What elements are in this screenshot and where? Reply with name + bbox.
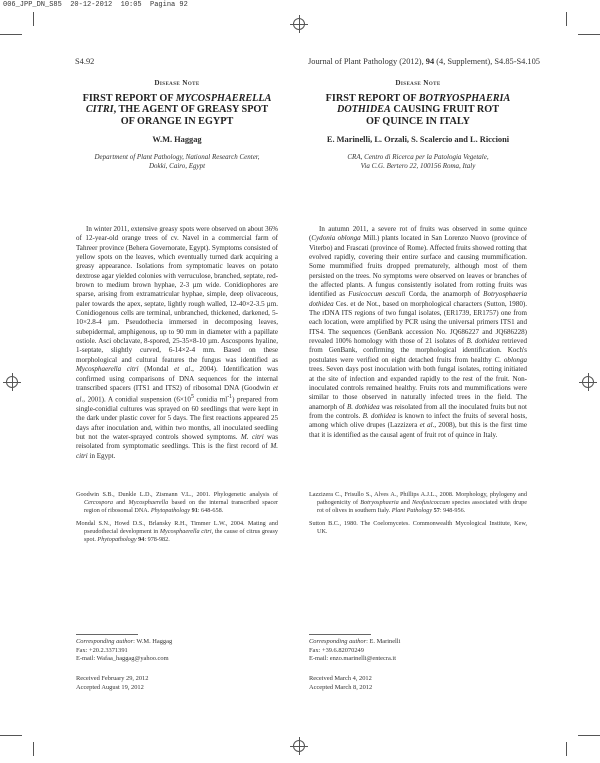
- left-article-header: [76, 79, 278, 171]
- email-address: E-mail: enzo.marinelli@entecra.it: [309, 655, 396, 663]
- reference-item: Mondal S.N., Howd D.S., Brlansky R.H., Timmer L.W., 2004. Mating and pseudothecial development in Mycosphaerella citri, the cause of citrus greasy spot. Phytopathology 94: 978-982.: [76, 519, 278, 544]
- registration-mark: [582, 376, 594, 388]
- right-article-header: [309, 79, 527, 171]
- reference-item: Goodwin S.B., Dunkle L.D., Zismann V.L., 2001. Phylogenetic analysis of Cercospora and Mycosphaerella based on the internal transcribed spacer region of ribosomal DNA. Phytopathology 91: 648-658.: [76, 491, 279, 515]
- references: [76, 491, 278, 548]
- email-address: E-mail: Wafaa_haggag@yahoo.com: [76, 655, 169, 663]
- page-number: S4.92: [75, 57, 95, 66]
- disease-note-label: Disease Note: [154, 79, 200, 87]
- crop-mark: [0, 34, 22, 35]
- printer-slug: 006_JPP_DN_S85 20-12-2012 10:05 Pagina 92: [3, 1, 188, 9]
- crop-mark: [33, 742, 34, 756]
- corresponding-author: Corresponding author: W.M. Haggag Fax: +20.2.3371391 E-mail: Wafaa_haggag@yahoo.com: [76, 638, 173, 663]
- footnote-rule: [309, 634, 371, 635]
- crop-mark: [578, 735, 600, 736]
- article-authors: W.M. Haggag: [152, 134, 202, 144]
- disease-note-label: Disease Note: [395, 79, 441, 87]
- article-body: [76, 225, 278, 461]
- crop-mark: [33, 12, 34, 26]
- article-dates: Received March 4, 2012 Accepted March 8, 2012: [309, 675, 373, 691]
- crop-mark: [0, 735, 22, 736]
- article-title: FIRST REPORT OF MYCOSPHAERELLA CITRI, THE AGENT OF GREASY SPOT OF ORANGE IN EGYPT: [82, 93, 272, 127]
- article-dates: Received February 29, 2012 Accepted August 19, 2012: [76, 675, 149, 691]
- article-body: [309, 225, 527, 440]
- corresponding-author: Corresponding author: E. Marinelli Fax: +39.6.82070249 E-mail: enzo.marinelli@entecra.it: [309, 638, 401, 663]
- article-title: FIRST REPORT OF BOTRYOSPHAERIA DOTHIDEA CAUSING FRUIT ROT OF QUINCE IN ITALY: [325, 93, 511, 127]
- article-affiliation: Department of Plant Pathology, National Research Center, Dokki, Cairo, Egypt: [94, 152, 260, 170]
- registration-mark: [293, 18, 305, 30]
- registration-mark: [6, 376, 18, 388]
- journal-citation: Journal of Plant Pathology (2012), 94 (4, Supplement), S4.85-S4.105: [308, 57, 540, 66]
- registration-mark: [293, 740, 305, 752]
- crop-mark: [566, 12, 567, 26]
- article-authors: E. Marinelli, L. Orzali, S. Scalercio and L. Riccioni: [326, 134, 510, 144]
- crop-mark: [566, 742, 567, 756]
- body-paragraph: In winter 2011, extensive greasy spots were observed on about 36% of 12-year-old orange trees of cv. Navel in a commercial farm of Tahreer province (Behera Governorate, Egypt). Symptoms consisted of yellow spots on the leaves, which eventually turned dark acquiring a greasy appearance. Isolations from symptomatic leaves on potato dextrose agar yielded colonies with verruculose, branched, septate, red-brown to medium brown hyphae, 2-3 µm wide. Conidiophores are sparse, arising from extramatricular hyphae, simple, deep olivaceous, paler towards the apex, septate, lightly rough walled, 12-40×2-3.5 µm. Conidiogenous cells are terminal, unbranched, thickened, darkened, 5-10×2.8-4 µm. Pseudothecia immersed in decomposing leaves, subepidermal, amphigenous, up to 90 mm in diameter with a papillate ostiole. Asci obclavate, 8-spored, 25-35×8-10 µm. Ascospores hyaline, 1-septate, slightly curved, 6-14×2-4 mm. Based on these morphological and cultural features the fungus was identified as Mycosphaerella citri (Mondal et al., 2004). Identification was confirmed using comparisons of DNA sequences for the internal transcribed spacers (ITS1 and ITS2) of ribosomal DNA (Goodwin et al., 2001). A conidial suspension ($6\times 10^5$ conidia $ml^{-1}$) prepared from single-conidial cultures was sprayed on 60 seedlings that were kept in the dark under plastic cover for 5 days. The first reactions appeared 25 days after inoculation and, within two months, all inoculated seedling but not the water-sprayed controls showed symptoms. M. citri was reisolated from symptomatic seedlings. This is the first record of M. citri in Egypt.: [76, 225, 278, 460]
- references: [309, 491, 527, 540]
- article-affiliation: CRA, Centro di Ricerca per la Patologia Vegetale, Via C.G. Bertero 22, 100156 Roma, Italy: [347, 152, 489, 170]
- footnote-rule: [76, 634, 138, 635]
- reference-item: Sutton B.C., 1980. The Coelomycetes. Commonwealth Mycological Institute, Kew, UK.: [309, 519, 527, 535]
- reference-item: Lazzizera C., Frisullo S., Alves A., Phillips A.J.L., 2008. Morphology, phylogeny and pathogenicity of Botryosphaeria and Neofusicoccum species associated with drupe rot of olives in southern Italy. Plant Pathology 57: 948-956.: [309, 491, 527, 515]
- crop-mark: [578, 34, 600, 35]
- body-paragraph: In autumn 2011, a severe rot of fruits was observed in some quince (Cydonia oblonga Mill.) plants located in San Lorenzo Nuovo (province of Viterbo) and Frascati (province of Rome). Affected fruits showed rotting that evolved rapidly, covering their entire surface and causing mummification. Some mummified fruits dropped prematurely, although most of them persisted on the trees. No symptoms were observed on leaves or branches of the affected plants. A fungus consistently isolated from rotting fruits was identified as Fusicoccum aesculi Corda, the anamorph of Botryosphaeria dothidea Ces. et de Not., based on morphological characters (Sutton, 1980). The rDNA ITS regions of two fungal isolates, (ER1739, ER1757) one from each location, were amplified by PCR using the universal primers ITS1 and ITS4. The sequences (GenBank accession No. JQ686227 and JQ686228) revealed 100% homology with those of 21 isolates of B. dothidea retrieved from GenBank, confirming the morphological identification. Koch's postulates were verified on eight detached fruits from healthy C. oblonga trees. Seven days post inoculation with both fungal isolates, rotting initiated at the site of infection and expanded rapidly to the rest of the fruit. Non-inoculated controls remained healthy. Fruits rots and mummifications were similar to those observed in naturally infected trees in the field. The anamorph of B. dothidea was reisolated from all the inoculated fruits but not from the controls. B. dothidea is known to infect the fruits of several hosts, among which olive drupes (Lazzizera et al., 2008), but this is the first time that it is identified as the causal agent of fruit rot of quince in Italy.: [309, 225, 527, 439]
